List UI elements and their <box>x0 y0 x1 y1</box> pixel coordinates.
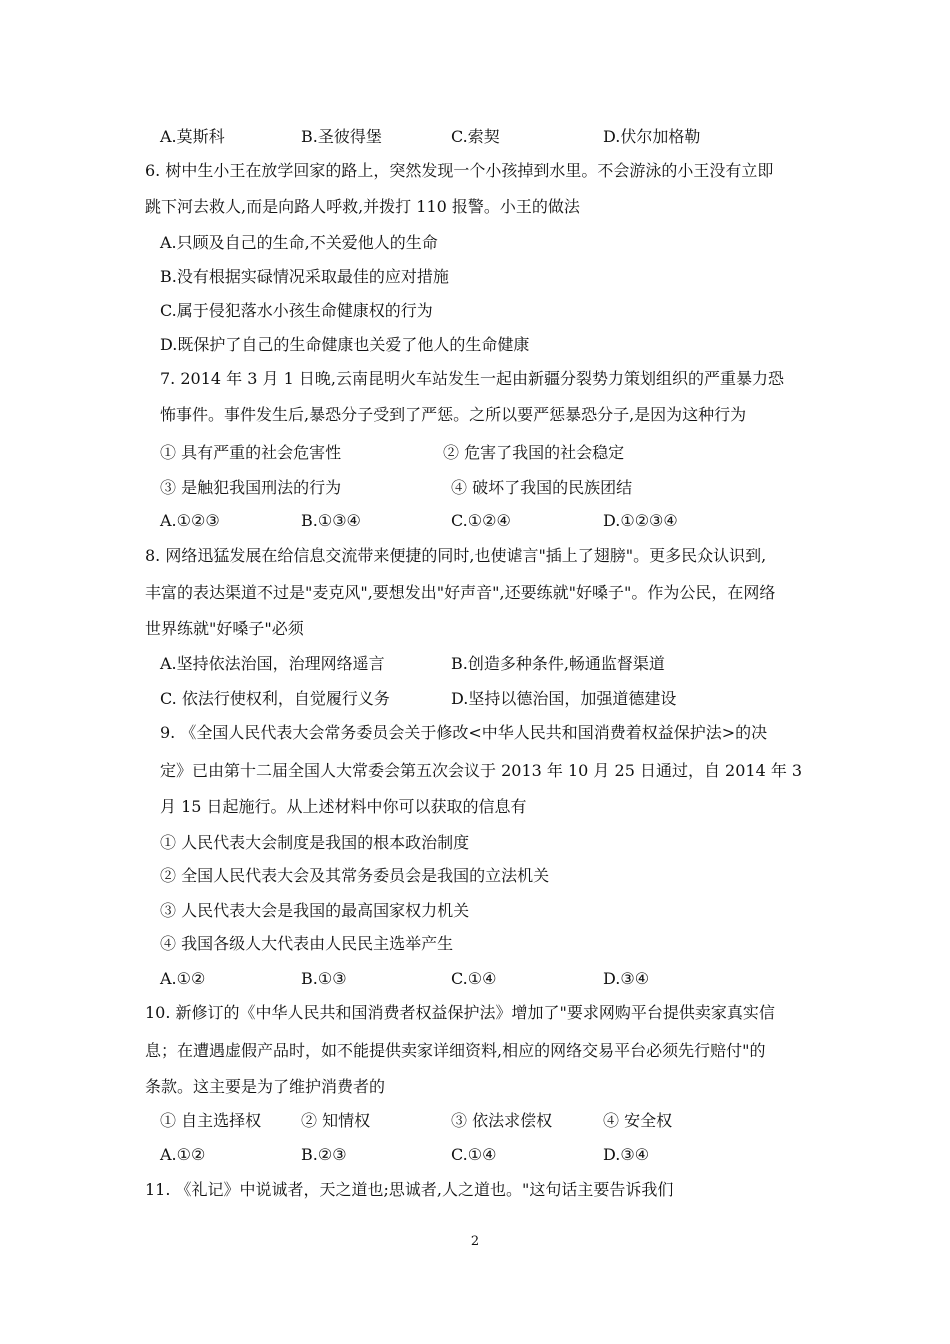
q6-stem-line-1: 6. 树中生小王在放学回家的路上，突然发现一个小孩掉到水里。不会游泳的小王没有立即 <box>145 161 774 180</box>
q6-option-b: B.没有根据实碌情况采取最佳的应对措施 <box>160 267 449 286</box>
q9-statement-1: ① 人民代表大会制度是我国的根本政治制度 <box>160 833 470 852</box>
q7-option-a: A.①②③ <box>160 511 220 530</box>
q7-stem-line-1: 7. 2014 年 3 月 1 日晚,云南昆明火车站发生一起由新疆分裂势力策划组织的严重暴力恐 <box>160 369 784 388</box>
q10-option-c: C.①④ <box>451 1145 497 1164</box>
q6-option-a: A.只顾及自己的生命,不关爱他人的生命 <box>160 233 438 252</box>
q10-option-b: B.②③ <box>301 1145 347 1164</box>
q6-option-c: C.属于侵犯落水小孩生命健康权的行为 <box>160 301 433 320</box>
q5-option-b: B.圣彼得堡 <box>301 127 382 146</box>
q7-option-b: B.①③④ <box>301 511 361 530</box>
q8-stem-line-3: 世界练就"好嗓子"必须 <box>145 619 304 638</box>
q9-option-a: A.①② <box>160 969 206 988</box>
q8-stem-line-1: 8. 网络迅猛发展在给信息交流带来便捷的同时,也使谑言"插上了翅膀"。更多民众认识到, <box>145 546 767 565</box>
q6-option-d: D.既保护了自己的生命健康也关爱了他人的生命健康 <box>160 335 530 354</box>
q6-stem-line-2: 跳下河去救人,而是向路人呼救,并拨打 110 报警。小王的做法 <box>145 197 580 216</box>
page-number: 2 <box>470 1234 480 1249</box>
q9-statement-4: ④ 我国各级人大代表由人民民主选举产生 <box>160 934 454 953</box>
q7-option-d: D.①②③④ <box>603 511 678 530</box>
q8-option-c: C. 依法行使权利，自觉履行义务 <box>160 689 390 708</box>
q9-statement-3: ③ 人民代表大会是我国的最高国家权力机关 <box>160 901 470 920</box>
q9-option-c: C.①④ <box>451 969 497 988</box>
q7-option-c: C.①②④ <box>451 511 511 530</box>
q9-option-d: D.③④ <box>603 969 650 988</box>
q10-stem-line-1: 10. 新修订的《中华人民共和国消费者权益保护法》增加了"要求网购平台提供卖家真实信 <box>145 1003 775 1022</box>
q7-statement-2: ② 危害了我国的社会稳定 <box>443 443 625 462</box>
q10-option-d: D.③④ <box>603 1145 650 1164</box>
q9-stem-line-2: 定》已由第十二届全国人大常委会第五次会议于 2013 年 10 月 25 日通过，自 2014 年 3 <box>160 761 803 780</box>
q9-stem-line-1: 9. 《全国人民代表大会常务委员会关于修改<中华人民共和国消费着权益保护法>的决 <box>160 723 768 742</box>
q10-statement-3: ③ 依法求偿权 <box>451 1111 553 1130</box>
q7-statement-1: ① 具有严重的社会危害性 <box>160 443 342 462</box>
q5-option-d: D.伏尔加格勒 <box>603 127 701 146</box>
q5-option-c: C.索契 <box>451 127 500 146</box>
q7-stem-line-2: 怖事件。事件发生后,暴恐分子受到了严惩。之所以要严惩暴恐分子,是因为这种行为 <box>160 405 747 424</box>
q10-statement-2: ② 知情权 <box>301 1111 371 1130</box>
q8-option-a: A.坚持依法治国，治理网络遥言 <box>160 654 385 673</box>
q11-stem-line-1: 11. 《礼记》中说诚者，天之道也;思诚者,人之道也。"这句话主要告诉我们 <box>145 1180 674 1199</box>
q8-option-d: D.坚持以德治国，加强道德建设 <box>451 689 677 708</box>
q10-stem-line-3: 条款。这主要是为了维护消费者的 <box>145 1077 386 1096</box>
q9-option-b: B.①③ <box>301 969 347 988</box>
q7-statement-3: ③ 是触犯我国刑法的行为 <box>160 478 342 497</box>
q10-statement-1: ① 自主选择权 <box>160 1111 262 1130</box>
q10-statement-4: ④ 安全权 <box>603 1111 673 1130</box>
q10-stem-line-2: 息；在遭遇虚假产品时，如不能提供卖家详细资料,相应的网络交易平台必须先行赔付"的 <box>145 1041 766 1060</box>
q7-statement-4: ④ 破坏了我国的民族团结 <box>451 478 633 497</box>
q9-stem-line-3: 月 15 日起施行。从上述材料中你可以获取的信息有 <box>160 797 527 816</box>
q8-stem-line-2: 丰富的表达渠道不过是"麦克风",要想发出"好声音",还要练就"好嗓子"。作为公民，在网络 <box>145 583 776 602</box>
q10-option-a: A.①② <box>160 1145 206 1164</box>
q5-option-a: A.莫斯科 <box>160 127 225 146</box>
q9-statement-2: ② 全国人民代表大会及其常务委员会是我国的立法机关 <box>160 866 550 885</box>
q8-option-b: B.创造多种条件,畅通监督渠道 <box>451 654 665 673</box>
